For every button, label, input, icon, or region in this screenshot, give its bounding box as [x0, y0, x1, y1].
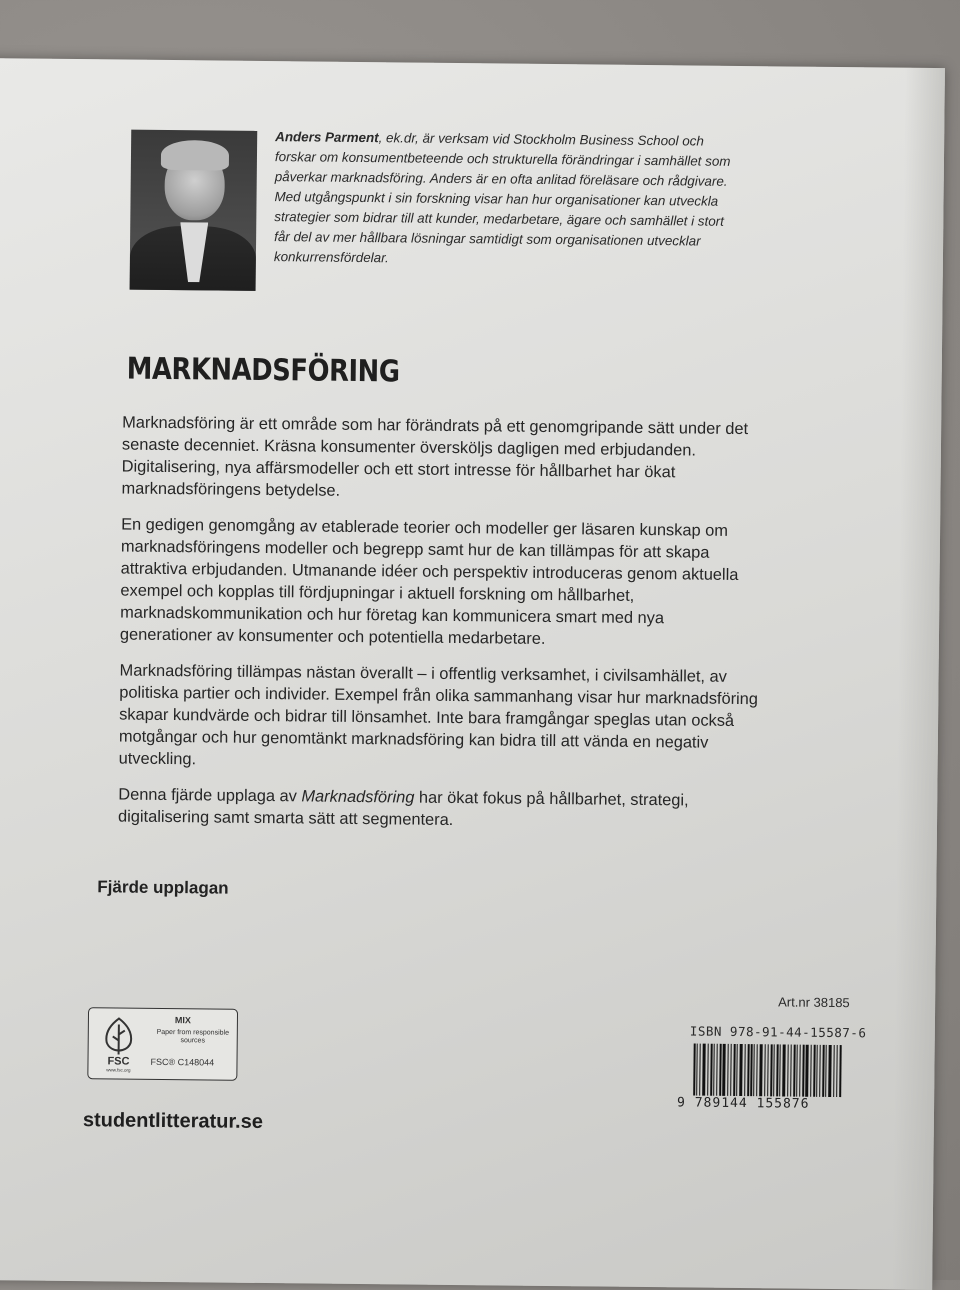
fsc-logo: [87, 1007, 238, 1081]
article-number: Art.nr 38185: [778, 994, 850, 1011]
description-paragraph: Marknadsföring är ett område som har förändrats på ett genomgripande sätt under det senaste decenniet. Kräsna konsumenter översköljs dagligen med erbjudanden. Digitalisering, nya affärsmodeller och ett stort intresse för hållbarhet har ökat marknadsföringens betydelse.: [121, 413, 749, 500]
edition-label: Fjärde upplagan: [97, 877, 229, 898]
fsc-paper-text: Paper from responsible sources: [156, 1028, 230, 1045]
svg-text:FSC: FSC: [107, 1055, 130, 1068]
fsc-code: FSC® C148044: [150, 1056, 215, 1068]
publisher-website: studentlitteratur.se: [82, 1109, 264, 1134]
isbn-number: ISBN 978-91-44-15587-6: [689, 1023, 867, 1041]
barcode: [693, 1044, 854, 1098]
fsc-mix-label: MIX: [174, 1015, 192, 1026]
last-paragraph-end: har ökat fokus på hållbarhet, strategi, digitalisering samt smarta sätt att segmentera.: [117, 788, 689, 829]
description-paragraph: En gedigen genomgång av etablerade teorier och modeller ger läsaren kunskap om marknadsföringens modeller och begrepp samt hur de kan tillämpas för att skapa attraktiva erbjudanden. Utmanande idéer och perspektiv introduceras genom aktuella exempel och kopplas till fördjupningar i aktuell forskning om hållbarhet, marknadskommunikation och hur företag kan kommunicera smart med nya generationer av konsumenter och potentiella medarbetare.: [119, 515, 739, 648]
author-photo: [130, 130, 258, 291]
author-bio-text: , ek.dr, är verksam vid Stockholm Business School och forskar om konsumentbeteende och strukturella förändringar i samhället som påverkar marknadsföring. Anders är en ofta anlitad föreläsare och rådgivare. Med utgångspunkt i sin forskning visar han hur organisationer kan utveckla strategier som bidrar till att kunder, medarbetare, ägare och samhället i stort får del av mer hållbara lösningar samtidigt som organisationen utvecklar konkurrensfördelar.: [273, 130, 731, 266]
description-paragraph: Marknadsföring tillämpas nästan överallt – i offentlig verksamhet, i civilsamhället, av politiska partier och individer. Exempel från olika sammanhang visar hur marknadsföring skapar kundvärde och bidrar till lönsamhet. Inte bara framgångar speglas utan också motgångar och hur genomtänkt marknadsföring kan bidra till att vända en negativ utveckling.: [118, 661, 759, 769]
last-paragraph-start: Denna fjärde upplaga av: [118, 785, 302, 806]
book-back-cover: [0, 58, 945, 1290]
fsc-tree-icon: [96, 1014, 141, 1072]
description-paragraph-last: [118, 783, 758, 834]
author-name: Anders Parment: [275, 129, 379, 146]
author-bio: [274, 127, 735, 272]
svg-text:www.fsc.org: www.fsc.org: [106, 1067, 131, 1073]
last-paragraph-title: Marknadsföring: [301, 787, 415, 807]
book-title: MARKNADSFÖRING: [126, 351, 400, 390]
book-description: [118, 412, 762, 849]
barcode-digits: 9 789144 155876: [677, 1095, 810, 1112]
